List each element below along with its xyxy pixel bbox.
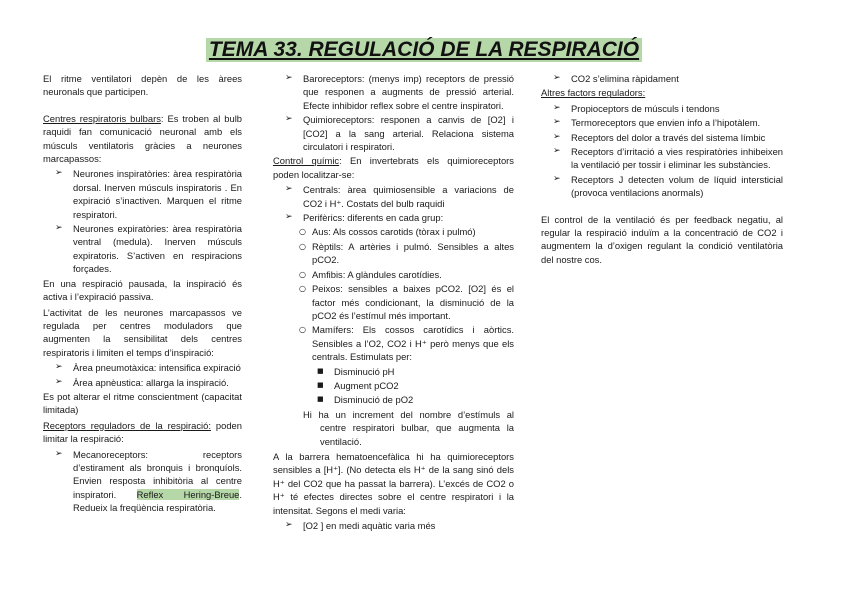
list-item: ➢ Àrea apnèustica: allarga la inspiració.: [43, 376, 242, 389]
moduladors-paragraph: L’activitat de les neurones marcapassos ve regulada per centres moduladors que augmenten la sensibilitat dels centres respiratoris i limiten el temps d’inspiració:: [43, 306, 242, 358]
feedback-paragraph: El control de la ventilació és per feedback negatiu, al regular la respiració induïm a la concentració de CO2 i augmentem la d’oxigen regulant la condició ventilatòria del nostre cos.: [541, 213, 783, 265]
list-item: ➢ Centrals: àrea quimiosensible a variacions de CO2 i H⁺. Costats del bulb raquidi: [273, 183, 514, 210]
receptors-paragraph: [43, 419, 242, 446]
list-item: ➢ Quimioreceptors: responen a canvis de [O2] i [CO2] a la sang arterial. Relaciona sistema circulatori i respiratori.: [273, 113, 514, 153]
centres-text: : Es troben al bulb raquidi fan comunicació neuronal amb els músculs ventilatoris gràcies a neurones marcapassos:: [43, 112, 242, 165]
list-item: ■ Augment pCO2: [273, 379, 514, 392]
list-item: ○ Rèptils: A artèries i pulmó. Sensibles a altes pCO2.: [273, 240, 514, 267]
pausada-paragraph: En una respiració pausada, la inspiració és activa i l’expiració passiva.: [43, 277, 242, 303]
receptors-heading: Receptors reguladors de la respiració:: [43, 419, 211, 431]
control-text: : En invertebrats els quimioreceptors poden localitzar-se:: [273, 155, 514, 180]
altres-heading: Altres factors reguladors:: [541, 87, 646, 99]
medi-list-cont: [541, 72, 783, 85]
list-item: ➢ Receptors del dolor a través del sistema límbic: [541, 131, 783, 144]
column-2: [273, 72, 514, 533]
conscient-paragraph: Es pot alterar el ritme conscientment (capacitat limitada): [43, 390, 242, 416]
list-item: ➢ Àrea pneumotàxica: intensifica expiració: [43, 361, 242, 374]
altres-list: [541, 102, 783, 200]
list-item: ○ Aus: Als cossos carotids (tòrax i pulmó): [273, 225, 514, 238]
list-item: ➢ Receptors J detecten volum de líquid intersticial (provoca ventilacions anormals): [541, 173, 783, 200]
barrera-paragraph: A la barrera hematoencefàlica hi ha quimioreceptors sensibles a [H⁺]. (No detecta els H⁺ de la sang sinó dels H⁺ del CO2 que ha passat la barrera). L’excés de CO2 o H⁺ té efectes directes sobre el centre respiratori i la intensitat. Segons el medi varia:: [273, 450, 514, 516]
moduladors-list: [43, 361, 242, 389]
control-heading: Control químic: [273, 155, 340, 167]
list-item: [273, 211, 514, 224]
list-item: ○ Mamífers: Els cossos carotídics i aòrtics. Sensibles a l’O2, CO2 i H⁺ però menys que els centrals. Estimulats per:: [273, 323, 514, 363]
mamifers-list: [273, 365, 514, 407]
receptors-text: poden limitar la respiració:: [43, 419, 242, 445]
centres-list: [43, 167, 242, 275]
mecano-text-b: . Redueix la freqüència respiratòria.: [73, 488, 242, 514]
control-paragraph: [273, 154, 514, 181]
increment-paragraph: Hi ha un increment del nombre d’estímuls al centre respiratori bulbar, que augmenta la ventilació.: [303, 408, 514, 447]
title-container: [0, 38, 848, 62]
list-item: ➢ Receptors d’irritació a vies respiratòries inhibeixen la ventilació per tossir i eliminar les substàncies.: [541, 145, 783, 172]
perif-list: [273, 225, 514, 363]
list-item: [43, 448, 242, 515]
list-item: ➢ Baroreceptors: (menys imp) receptors de pressió que responen a augments de pressió arterial. Efecte inhibidor reflex sobre el centre inspiratori.: [273, 72, 514, 112]
list-item: ➢ Neurones expiratòries: àrea respiratòria ventral (medula). Inerven músculs expiratoris. S’activen en respiracions forçades.: [43, 222, 242, 276]
list-item: ➢ CO2 s’elimina ràpidament: [541, 72, 783, 85]
mecano-text-a: Mecanoreceptors: receptors d’estirament als bronquis i bronquíols. Envien resposta inhibitòria al centre inspiratori.: [73, 448, 242, 500]
list-item: ➢ [O2 ] en medi aquàtic varia més: [273, 519, 514, 532]
list-item: ➢ Termoreceptors que envien info a l’hipotàlem.: [541, 116, 783, 129]
highlighted-term: Reflex Hering-Breue: [136, 488, 240, 500]
column-3: [541, 72, 783, 268]
intro-paragraph: El ritme ventilatori depèn de les àrees neuronals que participen.: [43, 73, 242, 98]
list-item: ➢ Neurones inspiratòries: àrea respiratòria dorsal. Inerven músculs inspiratoris . En expiració s’inactiven. Marquen el ritme respiratori.: [43, 167, 242, 221]
centres-paragraph: [43, 112, 242, 166]
centres-heading: Centres respiratoris bulbars: [43, 112, 161, 124]
perifèrics-label: Perifèrics: diferents en cada grup:: [303, 212, 444, 224]
list-item: ➢ Propioceptors de músculs i tendons: [541, 102, 783, 115]
receptors-list-cont: [273, 72, 514, 153]
medi-list: [273, 519, 514, 532]
list-item: ○ Peixos: sensibles a baixes pCO2. [O2] és el factor més condicionant, la disminució de la pCO2 és l’estímul més important.: [273, 282, 514, 322]
list-item: ■ Disminució de pO2: [273, 393, 514, 406]
list-item: ○ Amfibis: A glàndules carotídies.: [273, 268, 514, 281]
page-title: TEMA 33. REGULACIÓ DE LA RESPIRACIÓ: [206, 38, 642, 62]
column-1: [43, 72, 242, 516]
control-list: [273, 183, 514, 224]
receptors-list: [43, 448, 242, 515]
list-item: ■ Disminució pH: [273, 365, 514, 378]
